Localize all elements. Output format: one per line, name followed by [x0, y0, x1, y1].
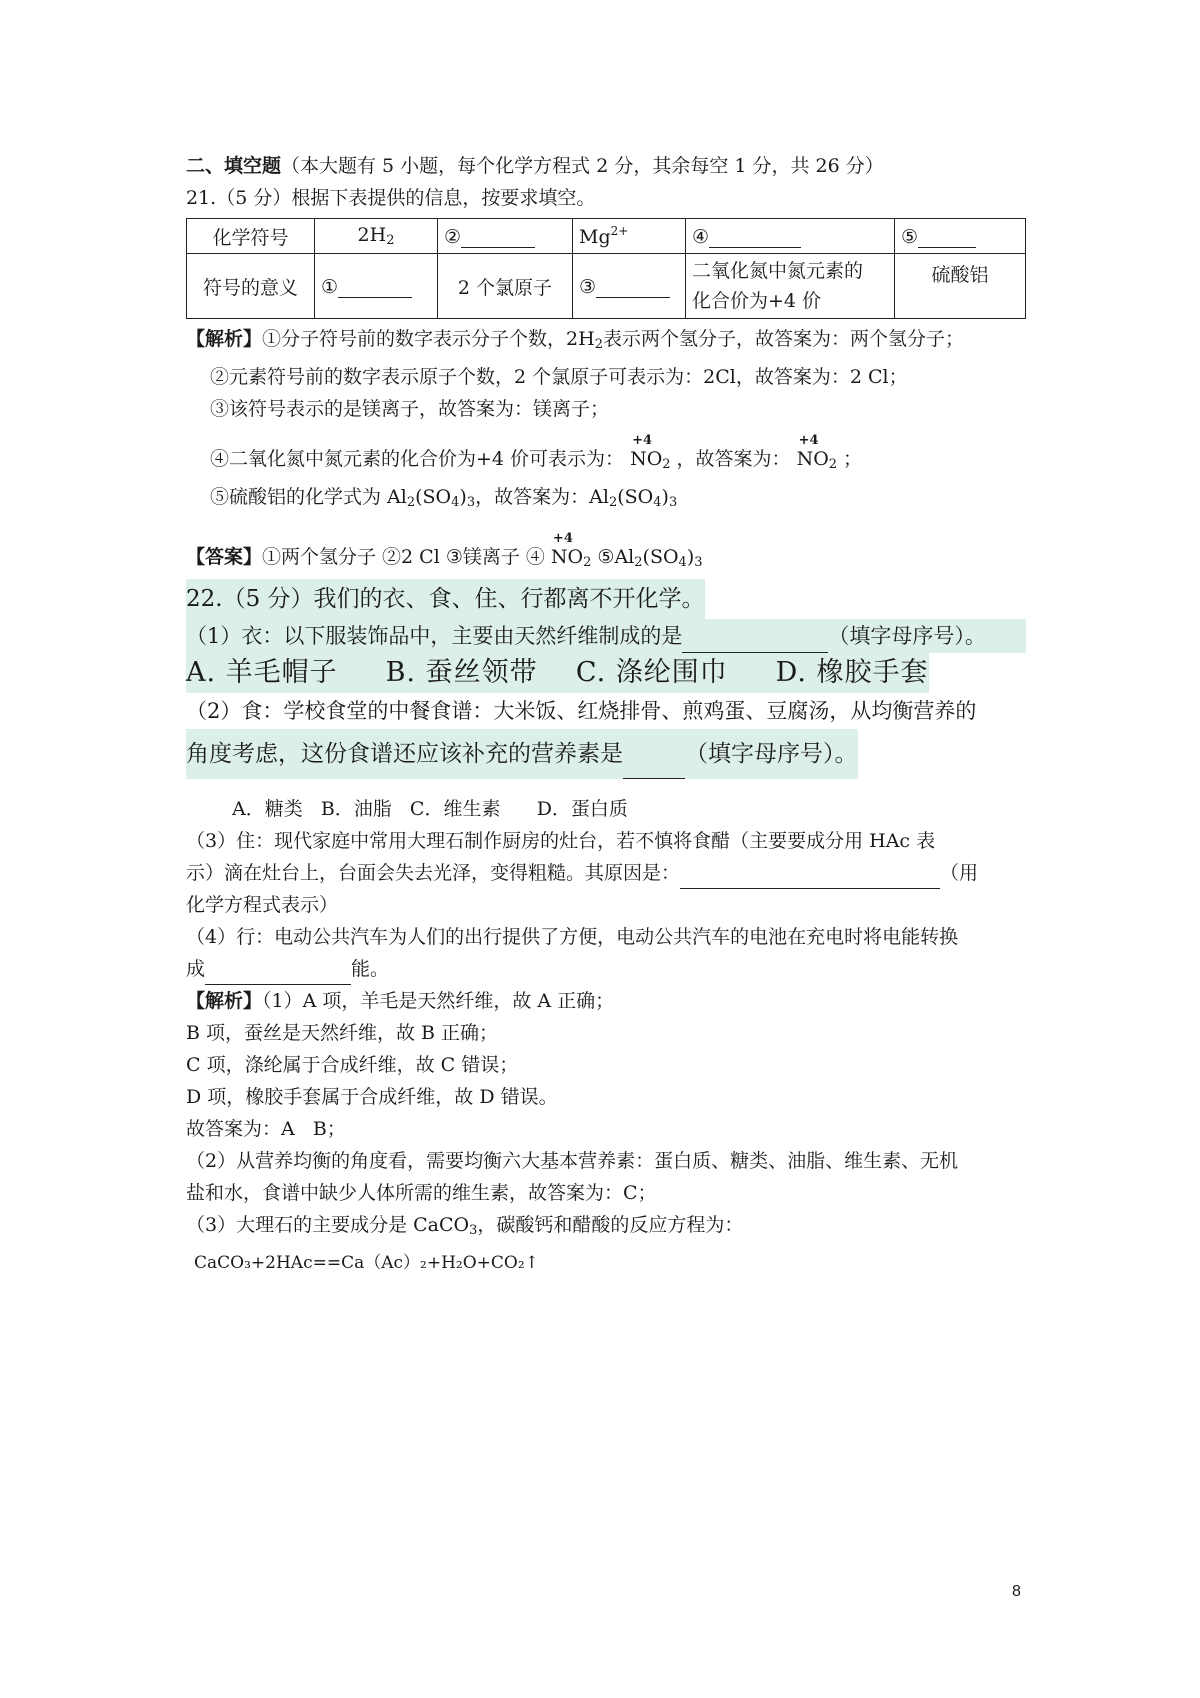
analysis-text: ； [843, 448, 863, 470]
page-content [186, 150, 1026, 1279]
q22-blank-4[interactable] [205, 962, 351, 985]
q21-analysis-1 [186, 323, 1026, 361]
q22-analysis-2: B 项，蚕丝是天然纤维，故 B 正确； [186, 1022, 499, 1044]
analysis-sub: 2 [594, 337, 603, 352]
no2-base: NO [796, 448, 829, 470]
q22-analysis-7: 盐和水，食谱中缺少人体所需的维生素，故答案为：C； [186, 1182, 657, 1204]
cell-no2-meaning [686, 254, 895, 319]
sub-4: 4 [451, 495, 460, 510]
q22-blank-3[interactable] [680, 866, 940, 889]
q22-part4-line2 [186, 953, 1026, 985]
analysis-text: （3）大理石的主要成分是 CaCO [186, 1214, 470, 1236]
q22-blank-2[interactable] [623, 748, 685, 779]
oxidation-number: +4 [632, 433, 653, 448]
q22-part3-line3: 化学方程式表示） [186, 894, 339, 916]
q21-analysis-5 [186, 481, 1026, 519]
section-heading [186, 150, 1026, 182]
analysis-text: (SO [415, 486, 452, 508]
cell-blank-1 [315, 254, 438, 319]
answer-text: ) [686, 546, 695, 568]
answer-tag: 【答案】 [186, 546, 263, 568]
analysis-text: ) [459, 486, 467, 508]
cell-blank-3 [573, 254, 686, 319]
cell-blank-2 [438, 219, 573, 254]
no2-valence-formula [550, 531, 592, 579]
analysis-text: ，故答案为：Al [475, 486, 609, 508]
q22-part3-line1: （3）住：现代家庭中常用大理石制作厨房的灶台，若不慎将食醋（主要要成分用 HAc 表 [186, 830, 936, 852]
sub-3: 3 [694, 555, 703, 570]
q21-analysis-3: ③该符号表示的是镁离子，故答案为：镁离子； [210, 398, 610, 420]
analysis-text: 表示两个氢分子，故答案为：两个氢分子； [602, 328, 964, 350]
q22-p4-text: 成 [186, 958, 206, 980]
h2-base: 2H [357, 224, 387, 246]
q21-table [186, 218, 1026, 319]
q21-row-symbols [187, 219, 1026, 254]
blank-1[interactable] [338, 275, 412, 298]
circle-5: ⑤ [901, 225, 919, 248]
mg-base: Mg [579, 226, 611, 248]
cell-2h2 [315, 219, 438, 254]
sub-2: 2 [608, 495, 618, 510]
analysis-text: ①分子符号前的数字表示分子个数，2H [262, 328, 595, 350]
cell-header-meaning: 符号的意义 [187, 254, 315, 319]
oxidation-number: +4 [798, 433, 819, 448]
oxidation-number: +4 [552, 531, 573, 546]
section-title: 二、填空题 [186, 155, 282, 177]
analysis-text: （1）A 项，羊毛是天然纤维，故 A 正确； [262, 990, 615, 1012]
cell-header-symbol: 化学符号 [187, 219, 315, 254]
analysis-tag: 【解析】 [186, 990, 263, 1012]
answer-text: ⑤Al [597, 546, 635, 568]
no2-base: NO [550, 546, 584, 568]
sub-2: 2 [634, 555, 643, 570]
q22-analysis-5: 故答案为：A B； [186, 1118, 346, 1140]
q22-blank-1[interactable] [682, 630, 828, 653]
h2-sub: 2 [386, 233, 395, 248]
cell-al-sulfate: 硫酸铝 [895, 254, 1026, 319]
analysis-text: (SO [617, 486, 654, 508]
sub-4: 4 [678, 555, 687, 570]
analysis-text: ④二氧化氮中氮元素的化合价为+4 价可表示为： [210, 448, 625, 470]
analysis-text: ) [661, 486, 669, 508]
q22-p3-text: （用 [940, 862, 979, 884]
circle-2: ② [444, 225, 462, 248]
q22-part2-line1: （2）食：学校食堂的中餐食谱：大米饭、红烧排骨、煎鸡蛋、豆腐汤，从均衡营养的 [186, 699, 977, 723]
q22-p1-text: （1）衣：以下服装饰品中，主要由天然纤维制成的是 [186, 624, 683, 648]
q22-p1-text: （填字母序号）。 [828, 624, 986, 648]
analysis-sub: 3 [469, 1223, 478, 1238]
blank-3[interactable] [596, 275, 670, 298]
blank-5[interactable] [918, 225, 976, 248]
no2-meaning-line2: 化合价为+4 价 [692, 290, 822, 312]
sub-2: 2 [406, 495, 416, 510]
no2-sub: 2 [662, 457, 671, 472]
no2-meaning-line1: 二氧化氮中氮元素的 [692, 260, 864, 282]
q21-row-meanings [187, 254, 1026, 319]
q21-answer [186, 531, 1026, 579]
no2-valence-formula [796, 433, 838, 481]
mg-sup: 2+ [610, 224, 629, 238]
circle-1: ① [321, 275, 339, 298]
no2-valence-formula [630, 433, 671, 481]
q22-equation: CaCO₃+2HAc==Ca（Ac）₂+H₂O+CO₂↑ [194, 1253, 539, 1273]
blank-4[interactable] [709, 225, 801, 248]
analysis-text: ，碳酸钙和醋酸的反应方程为： [477, 1214, 744, 1236]
q22-stem: 22.（5 分）我们的衣、食、住、行都离不开化学。 [186, 579, 705, 619]
q22-analysis-4: D 项，橡胶手套属于合成纤维，故 D 错误。 [186, 1086, 558, 1108]
page-number: 8 [1012, 1583, 1021, 1600]
section-note: （本大题有 5 小题，每个化学方程式 2 分，其余每空 1 分，共 26 分） [281, 155, 884, 177]
q22-p4-text: 能。 [351, 958, 390, 980]
sub-3: 3 [466, 495, 476, 510]
q22-analysis-3: C 项，涤纶属于合成纤维，故 C 错误； [186, 1054, 519, 1076]
q22-options-2: A．糖类 B．油脂 C．维生素 D．蛋白质 [232, 798, 628, 820]
q22-p2-text: 角度考虑，这份食谱还应该补充的营养素是 [186, 741, 623, 767]
q21-stem: 21.（5 分）根据下表提供的信息，按要求填空。 [186, 187, 596, 209]
no2-sub: 2 [583, 555, 592, 570]
q22-analysis-8 [186, 1209, 1026, 1247]
q22-analysis-6: （2）从营养均衡的角度看，需要均衡六大基本营养素：蛋白质、糖类、油脂、维生素、无机 [186, 1150, 959, 1172]
cell-2cl: 2 个氯原子 [438, 254, 573, 319]
analysis-text: ，故答案为： [676, 448, 791, 470]
q22-part1 [186, 619, 1026, 653]
q22-p2-text: （填字母序号）。 [685, 741, 858, 767]
answer-text: ①两个氢分子 ②2 Cl ③镁离子 ④ [262, 546, 545, 568]
sub-3: 3 [668, 495, 678, 510]
q22-part2-line2 [186, 729, 858, 779]
analysis-text: ⑤硫酸铝的化学式为 Al [210, 486, 407, 508]
answer-text: (SO [642, 546, 679, 568]
q22-part4-line1: （4）行：电动公共汽车为人们的出行提供了方便，电动公共汽车的电池在充电时将电能转换 [186, 926, 959, 948]
sub-4: 4 [653, 495, 662, 510]
circle-3: ③ [579, 275, 597, 298]
q21-analysis-4 [186, 433, 1026, 481]
q21-analysis-2: ②元素符号前的数字表示原子个数，2 个氯原子可表示为：2Cl，故答案为：2 Cl； [210, 366, 908, 388]
q22-part3-line2 [186, 857, 1026, 889]
cell-blank-5 [895, 219, 1026, 254]
cell-blank-4 [686, 219, 895, 254]
q22-p3-text: 示）滴在灶台上，台面会失去光泽，变得粗糙。其原因是： [186, 862, 681, 884]
q22-analysis-1 [186, 985, 1026, 1017]
circle-4: ④ [692, 225, 710, 248]
cell-mg [573, 219, 686, 254]
no2-sub: 2 [828, 457, 838, 472]
q22-options-1: A. 羊毛帽子 B. 蚕丝领带 C. 涤纶围巾 D. 橡胶手套 [186, 653, 929, 693]
no2-base: NO [630, 448, 663, 470]
analysis-tag: 【解析】 [186, 328, 263, 350]
blank-2[interactable] [461, 225, 535, 248]
